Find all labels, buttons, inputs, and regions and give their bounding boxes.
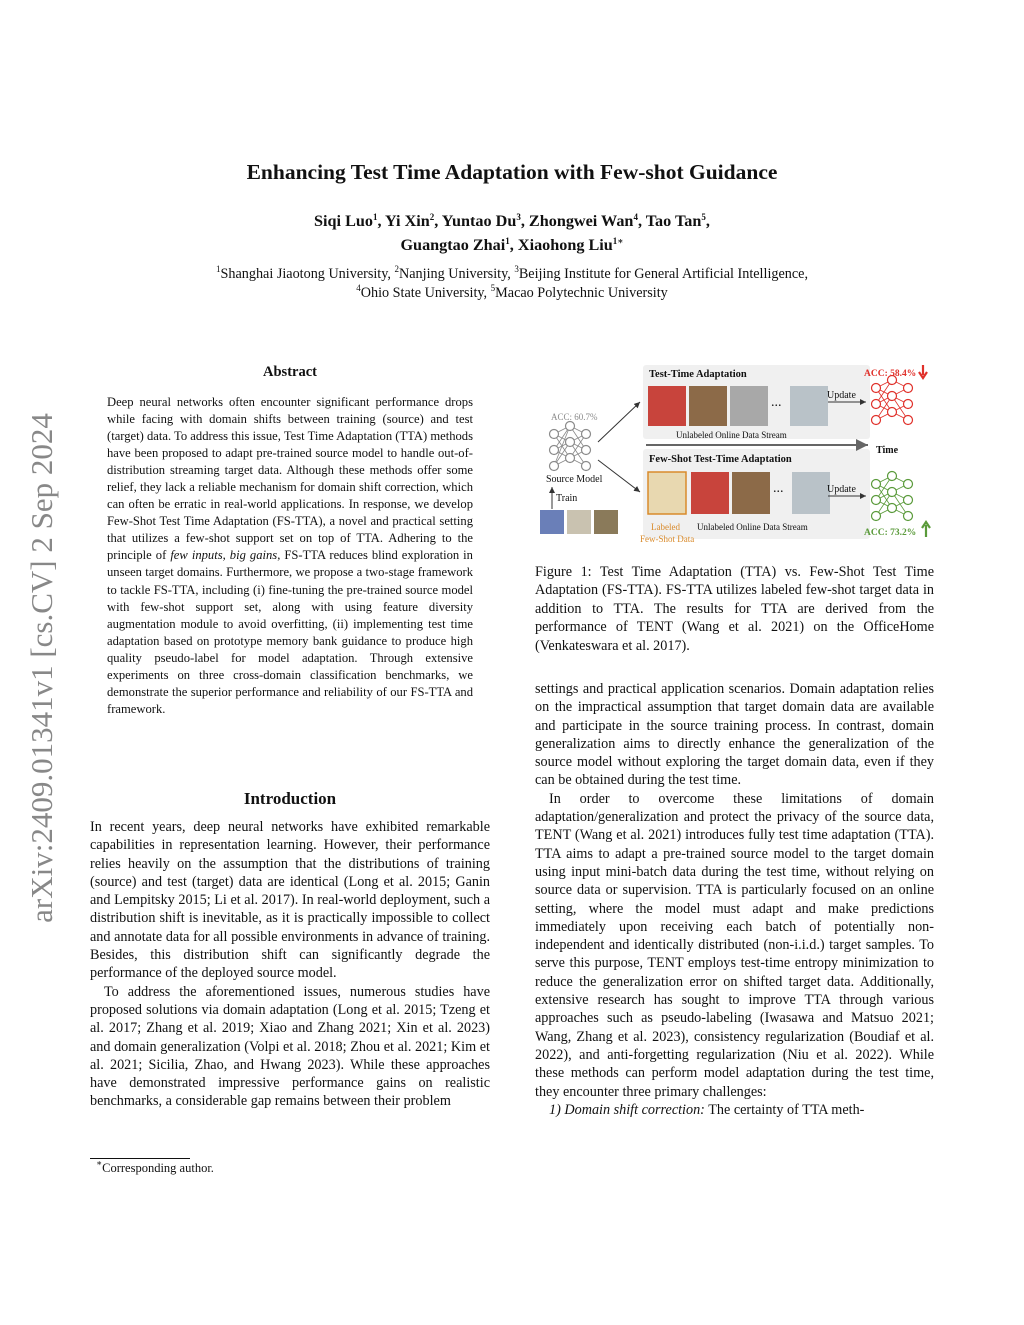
author-affiliation-mark: 1: [372, 212, 378, 222]
paragraph: In recent years, deep neural networks have exhibited remarkable capabilities in representation learning. However, their performance relies heavily on the assumption that the distributions of training (source) and test (target) data are identical (Long et al. 2015; Ganin and Lempitsky 2015; Li et al. 2017). In real-world deployment, such a distribution shift is inevitable, as it is practically impossible to collect and annotate data for all possible environments in advance of training. Besides, this distribution shift can significantly degrade the performance of the deployed source model.: [90, 819, 490, 982]
affiliation-name: Beijing Institute for General Artificial Intelligence,: [518, 266, 809, 282]
affiliations: [0, 265, 1024, 303]
train-image: [540, 510, 564, 534]
fewshot-label: Few-Shot Data: [640, 534, 695, 544]
author-affiliation-mark: 2: [429, 212, 435, 222]
fstta-acc: ACC: 73.2%: [864, 528, 917, 538]
labeled-image: [648, 472, 686, 514]
source-acc: ACC: 60.7%: [551, 412, 598, 422]
author-list: [0, 209, 1024, 257]
footnote-rule: [90, 1158, 190, 1159]
author-name: Tao Tan: [645, 212, 702, 230]
author-affiliation-mark: 1: [505, 236, 510, 246]
author-affiliation-mark: 4: [633, 212, 638, 222]
stream-label-fstta: Unlabeled Online Data Stream: [697, 522, 808, 532]
paragraph: 1) Domain shift correction: The certainty of TTA meth-: [549, 1101, 865, 1118]
paragraph: settings and practical application scenarios. Domain adaptation relies on the impractical assumption that target domain data are available and participate in the source training process. In contrast, domain generalization aims to directly enhance the generalization of the source model without exploring the target domain data, even if they can be obtained during the test time.: [535, 681, 934, 789]
update-label-tta: Update: [827, 390, 856, 401]
author-affiliation-mark: 1∗: [612, 236, 624, 246]
train-label: Train: [556, 493, 578, 504]
arxiv-identifier-stamp: arXiv:2409.01341v1 [cs.CV] 2 Sep 2024: [24, 413, 59, 923]
affiliation-line-1: [0, 265, 1024, 284]
sample-image: [648, 386, 686, 426]
affiliation-name: Ohio State University,: [360, 285, 491, 301]
source-model-label: Source Model: [546, 474, 603, 485]
author-name: Yuntao Du: [441, 212, 517, 230]
train-image: [594, 510, 618, 534]
sample-image: [732, 472, 770, 514]
source-model-nodes: [550, 422, 591, 471]
sample-image: [691, 472, 729, 514]
arrow-to-tta: [598, 402, 640, 442]
sample-image: [689, 386, 727, 426]
time-label: Time: [876, 445, 899, 456]
affiliation-name: Nanjing University,: [399, 266, 515, 282]
author-affiliation-mark: 5: [701, 212, 706, 222]
author-name: Zhongwei Wan: [528, 212, 634, 230]
down-arrow-icon: [919, 365, 927, 378]
arrow-to-fstta: [598, 460, 640, 492]
affiliation-mark: 1: [215, 264, 221, 274]
up-arrow-icon: [922, 522, 930, 537]
sample-image: [792, 472, 830, 514]
affiliation-mark: 2: [394, 264, 400, 274]
author-affiliation-mark: 3: [516, 212, 521, 222]
abstract-heading: Abstract: [263, 364, 317, 380]
paper-title: Enhancing Test Time Adaptation with Few-shot Guidance: [246, 160, 778, 184]
sample-image: [730, 386, 768, 426]
author-name: Yi Xin: [384, 212, 430, 230]
affiliation-mark: 4: [356, 283, 361, 293]
author-line-1: Siqi Luo$^1$, Yi Xin$^2$, Yuntao Du$^3$, Zhongwei Wan$^4$, Tao Tan$^5$,: [314, 212, 710, 230]
tta-network-nodes: [872, 376, 913, 425]
affiliation-line-2: [0, 284, 1024, 303]
introduction-heading: Introduction: [243, 789, 337, 808]
sample-image: [790, 386, 828, 426]
fstta-network-nodes: [872, 472, 913, 521]
tta-acc: ACC: 58.4%: [864, 369, 917, 379]
tta-title: Test-Time Adaptation: [649, 369, 747, 380]
update-label-fstta: Update: [827, 484, 856, 495]
affiliation-mark: 5: [490, 283, 496, 293]
ellipsis: ...: [771, 395, 782, 410]
footnote-text: Corresponding author.: [102, 1161, 214, 1175]
affiliation-mark: 3: [514, 264, 519, 274]
ellipsis: ...: [773, 481, 784, 496]
footnote-mark: ∗: [96, 1158, 103, 1168]
paragraph: To address the aforementioned issues, numerous studies have proposed solutions via domain adaptation (Long et al. 2015; Tzeng et al. 2017; Zhang et al. 2019; Xiao and Zhang 2021; Xin et al. 2023) and domain generalization (Volpi et al. 2018; Zhou et al. 2021; Kim et al. 2021; Sicilia, Zhao, and Hwang 2023). While these approaches have demonstrated impressive performance gains on realistic benchmarks, a considerable gap remains between their problem: [90, 983, 490, 1110]
author-name: Siqi Luo: [314, 212, 373, 230]
affiliation-name: Shanghai Jiaotong University,: [220, 266, 395, 282]
labeled-label: Labeled: [651, 522, 680, 532]
introduction-left-column: [90, 818, 490, 1111]
author-line-2: Guangtao Zhai$^1$, Xiaohong Liu$^{1∗}$: [400, 236, 624, 254]
figure-1-diagram: [536, 356, 936, 552]
figure-1-caption: Figure 1: Test Time Adaptation (TTA) vs. Few-Shot Test Time Adaptation (FS-TTA). FS-TTA utilizes labeled few-shot target data in addition to TTA. The results for TTA are derived from the performance of TENT (Wang et al. 2021) on the OfficeHome (Venkateswara et al. 2017).: [535, 564, 934, 654]
author-name: Guangtao Zhai: [400, 236, 506, 254]
train-image: [567, 510, 591, 534]
stream-label-tta: Unlabeled Online Data Stream: [676, 430, 787, 440]
author-name: Xiaohong Liu: [517, 236, 613, 254]
introduction-right-column: [535, 680, 934, 1119]
footnote: [96, 1158, 214, 1176]
paragraph: In order to overcome these limitations of domain adaptation/generalization and protect the privacy of the source data, TENT (Wang et al. 2021) introduces fully test time adaptation (TTA). TTA aims to adapt a pre-trained source model to the target domain using input mini-batch data during the test time, without relying on source data or supervision. TTA is particularly focused on an online setting, where the model must adapt and make predictions immediately upon receiving each batch of potentially non-independent and identically distributed (non-i.i.d.) target samples. To serve this purpose, TENT employs test-time entropy minimization to reduce the generalization error on shifted target data. Additionally, extensive research has sought to improve TTA through various approaches such as pseudo-labeling (Iwasawa and Matsuo 2021; Wang, Zhang et al. 2023), consistency regularization (Boudiaf et al. 2022), and anti-forgetting regularization (Niu et al. 2022). While these methods can perform model adaptation during the test time, they encounter three primary challenges:: [535, 790, 934, 1100]
abstract-text: Deep neural networks often encounter significant performance drops while facing with domain shifts between training (source) and test (target) data. To address this issue, Test Time Adaptation (TTA) methods have been proposed to adapt pre-trained source model to handle out-of-distribution streaming target data. Although these methods offer some relief, they lack a reliable mechanism for domain shift correction, which can often be erratic in real-world applications. In response, we develop Few-Shot Test Time Adaptation (FS-TTA), a novel and practical setting that utilizes a few-shot support set on top of TTA. Adhering to the principle of few inputs, big gains, FS-TTA reduces blind exploration in unseen target domains. Furthermore, we propose a two-stage framework to tackle FS-TTA, including (i) fine-tuning the pre-trained source model with few-shot support set, along with using feature diversity augmentation module to avoid overfitting, (ii) implementing test time adaptation based on prototype memory bank guidance to produce high quality pseudo-label for model adaptation. Through extensive experiments on three cross-domain classification benchmarks, we demonstrate the superior performance and reliability of our FS-TTA and framework.: [107, 395, 473, 716]
affiliation-name: Macao Polytechnic University: [495, 285, 668, 301]
fstta-title: Few-Shot Test-Time Adaptation: [649, 454, 792, 465]
